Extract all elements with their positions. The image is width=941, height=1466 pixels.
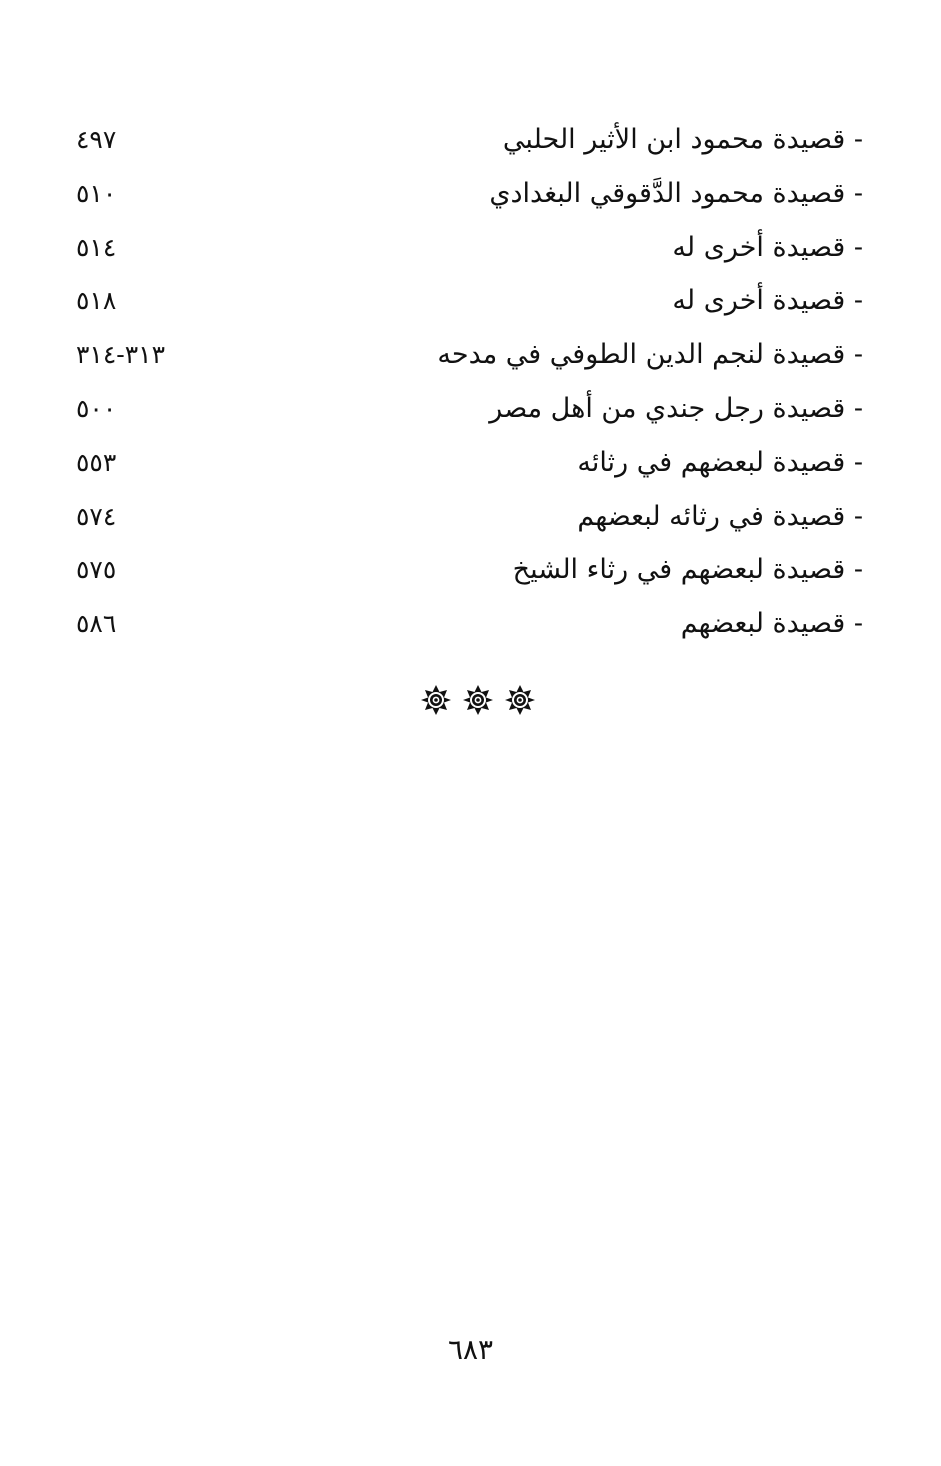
entry-page-number: ٥٥٣ xyxy=(76,447,117,477)
entry-title: - قصيدة رجل جندي من أهل مصر xyxy=(489,392,863,424)
entry-title: - قصيدة محمود الدَّقوقي البغدادي xyxy=(489,177,863,209)
entry-title: - قصيدة أخرى له xyxy=(672,231,863,263)
entry-page-number: ٤٩٧ xyxy=(76,125,117,154)
star-flower-ornament-icon xyxy=(420,684,452,716)
index-entry xyxy=(0,490,941,544)
index-entry xyxy=(0,436,941,490)
entry-title: - قصيدة لنجم الدين الطوفي في مدحه xyxy=(437,339,863,371)
entry-title: - قصيدة لبعضهم xyxy=(680,608,863,640)
star-flower-ornament-icon xyxy=(504,684,536,716)
index-entry xyxy=(0,167,941,221)
entry-page-number: ٥١٤ xyxy=(76,232,117,262)
index-entry xyxy=(0,274,941,328)
star-flower-ornament-icon xyxy=(462,684,494,716)
entry-page-number: ٥٧٥ xyxy=(76,555,117,585)
entry-page-number: ٥٧٤ xyxy=(76,501,117,531)
entry-title: - قصيدة في رثائه لبعضهم xyxy=(577,500,863,532)
page-number: ٦٨٣ xyxy=(447,1333,494,1366)
index-entries-list xyxy=(0,113,941,651)
index-entry xyxy=(0,113,941,167)
entry-page-number: ٥١٠ xyxy=(76,178,117,208)
index-entry xyxy=(0,382,941,436)
entry-title: - قصيدة أخرى له xyxy=(672,285,863,317)
index-entry xyxy=(0,328,941,382)
entry-title: - قصيدة لبعضهم في رثاء الشيخ xyxy=(512,554,863,586)
entry-title: - قصيدة لبعضهم في رثائه xyxy=(577,446,863,478)
entry-title: - قصيدة محمود ابن الأثير الحلبي xyxy=(502,124,863,155)
section-ornaments xyxy=(420,681,536,719)
entry-page-number: ٥٨٦ xyxy=(76,609,117,639)
entry-page-number: ٥١٨ xyxy=(76,286,117,316)
index-entry xyxy=(0,597,941,651)
index-entry xyxy=(0,221,941,275)
entry-page-number: ٣١٣-٣١٤ xyxy=(76,340,166,370)
entry-page-number: ٥٠٠ xyxy=(76,393,117,423)
index-entry xyxy=(0,543,941,597)
